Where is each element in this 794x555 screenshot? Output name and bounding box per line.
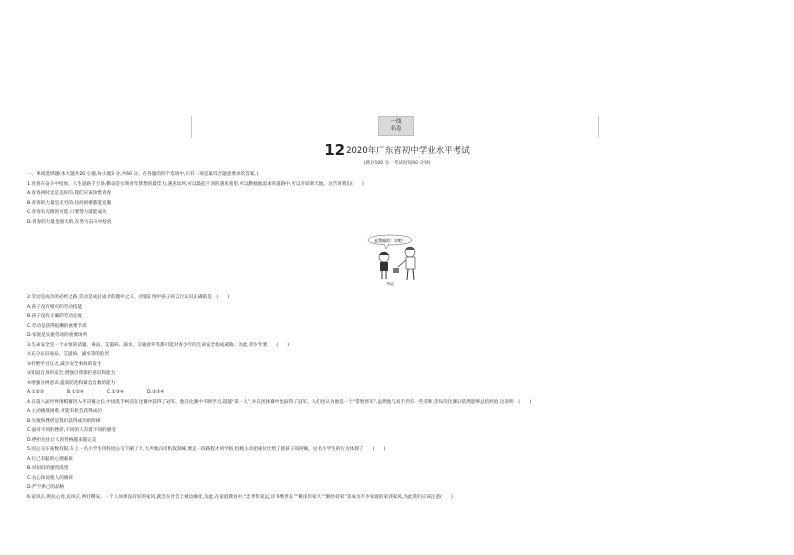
option-1d: D.青春的力量是强大的,在努力奋斗中绽放 [27, 219, 112, 225]
option-4d: D.挫折往往让人的性格越来越完美 [27, 437, 97, 443]
badge-line-1: 一线 [390, 119, 402, 125]
section-heading: 一、单项选择题(本大题共20 小题,每小题3 分,共60 分。在各题的四个选项中,只有一项是最符合题意要求的答案。) [27, 172, 259, 177]
badge-line-2: 名卷 [390, 126, 402, 132]
parent-figure [398, 247, 415, 280]
cartoon-figure [364, 234, 430, 286]
option-3d: D.②③④ [147, 390, 165, 395]
option-2b: B.孩子没有正确的劳动态度 [27, 314, 83, 319]
paper-title-text: 2020年广东省初中学业水平考试 [346, 146, 470, 156]
option-2d: D.家庭是实施劳动的重要场所 [27, 333, 88, 338]
margin-line-right [598, 116, 599, 138]
item-3-3: ③知道自身的安全,增强自我保护意识和能力 [27, 371, 116, 376]
option-3a: A.①②③ [27, 390, 44, 395]
question-6: 6.家风正,则民心淳,民风正,则社稷安。一个人如果没有好的家风,就会在社会上被边缘化,为此,在家庭教育中,“忠孝传家远,诗书继世长”“耕读传家久”“勤俭持家”等成为不少家庭的家训家风,为此我们应该注意( ) [27, 494, 453, 500]
margin-line-left [191, 116, 192, 138]
option-1b: B.青春的力量是无穷的,任何困难都能克服 [27, 200, 112, 206]
option-3b: B.①②④ [67, 390, 84, 395]
paper-title [0, 141, 794, 159]
option-5a: A.行己有耻的心理素质 [27, 456, 73, 462]
question-1: 1.青春在奋斗中绽放。人生道路千万条,勤奋是实现青年梦想的最佳力,遇见坎坷,可以鼓起干劲的遇见希望,可以勤勉地追求的道路中,可以开辟新天地。这告诉我们( ) [27, 181, 364, 187]
speech-tail [384, 244, 389, 249]
option-1a: A.青春初时光是美好的,我们应该珍惜青春 [27, 191, 112, 196]
question-4: 4.在第八届世界围棋赛进入半决赛之后,中国选手柯洁在比赛中获得了冠军。他在比赛中不断学习,超越“第一人”,并在团体赛中也取得了冠军。人们也认为他是一个“常胜将军”,虽然他与高手仍有一些差距,但每次比赛后依然能够总结经验,这说明 ( ) [27, 399, 532, 405]
exam-meta: (满分100 分 考试时间60 分钟) [363, 161, 431, 166]
child-figure [379, 252, 389, 279]
speech-text: 是我搞的！对吧！ [374, 238, 406, 243]
series-badge [378, 116, 414, 136]
option-3c: C.①③④ [107, 390, 125, 395]
item-3-2: ②杜绝学习压力,减少安全事故的发生 [27, 361, 102, 367]
item-3-1: ①充分认识毒品、艾滋病、溺水等的危害 [27, 352, 110, 357]
option-1c: C.青春有无限的可能,只要努力就能成功 [27, 210, 107, 215]
option-4a: A.主动挑战困难,才能有机会获得成功 [27, 409, 102, 414]
question-5: 5.因公交车座数有限,车上一名小学生用校园公交卡刷了卡,大声地向司机叔叔喊,要走一段路程才到学校,但她主动把座位让给了抱孩子的阿姨。这名小学生的行为体现了 ( ) [27, 447, 386, 452]
question-3: 3.生命安全是一个永恒的话题。毒品、艾滋病、溺水、交通意外等都可能对青少年的生命安全构成威胁。为此,青少年要 ( ) [27, 342, 290, 348]
option-4c: C.面对不同的挫折,不同的人有着不同的感受 [27, 428, 116, 433]
bucket [393, 268, 399, 273]
item-3-4: ④增强分辨意识,提高防范和紧急自救的能力 [27, 380, 116, 386]
option-5b: B.对知识的强烈渴望 [27, 466, 69, 471]
option-4b: B.失败和挫折是我们获得成功的阶梯 [27, 418, 101, 424]
question-2: 2.劳动是成功的必经之路,劳动是成长成才的题中之义。对题2 图中孩子的言行认识正确的是 ( ) [27, 295, 230, 300]
option-2a: A.孩子没有相应的劳动技能 [27, 304, 83, 310]
option-5d: D.严于律己的品格 [27, 485, 65, 490]
option-5c: C.关心体谅他人的修养 [27, 475, 74, 481]
figure-caption: 劳动 [386, 282, 394, 286]
option-2c: C.劳动是获得报酬的重要手段 [27, 323, 87, 329]
paper-number: 12 [324, 141, 346, 159]
options-3 [27, 388, 747, 398]
question-body [27, 170, 747, 502]
